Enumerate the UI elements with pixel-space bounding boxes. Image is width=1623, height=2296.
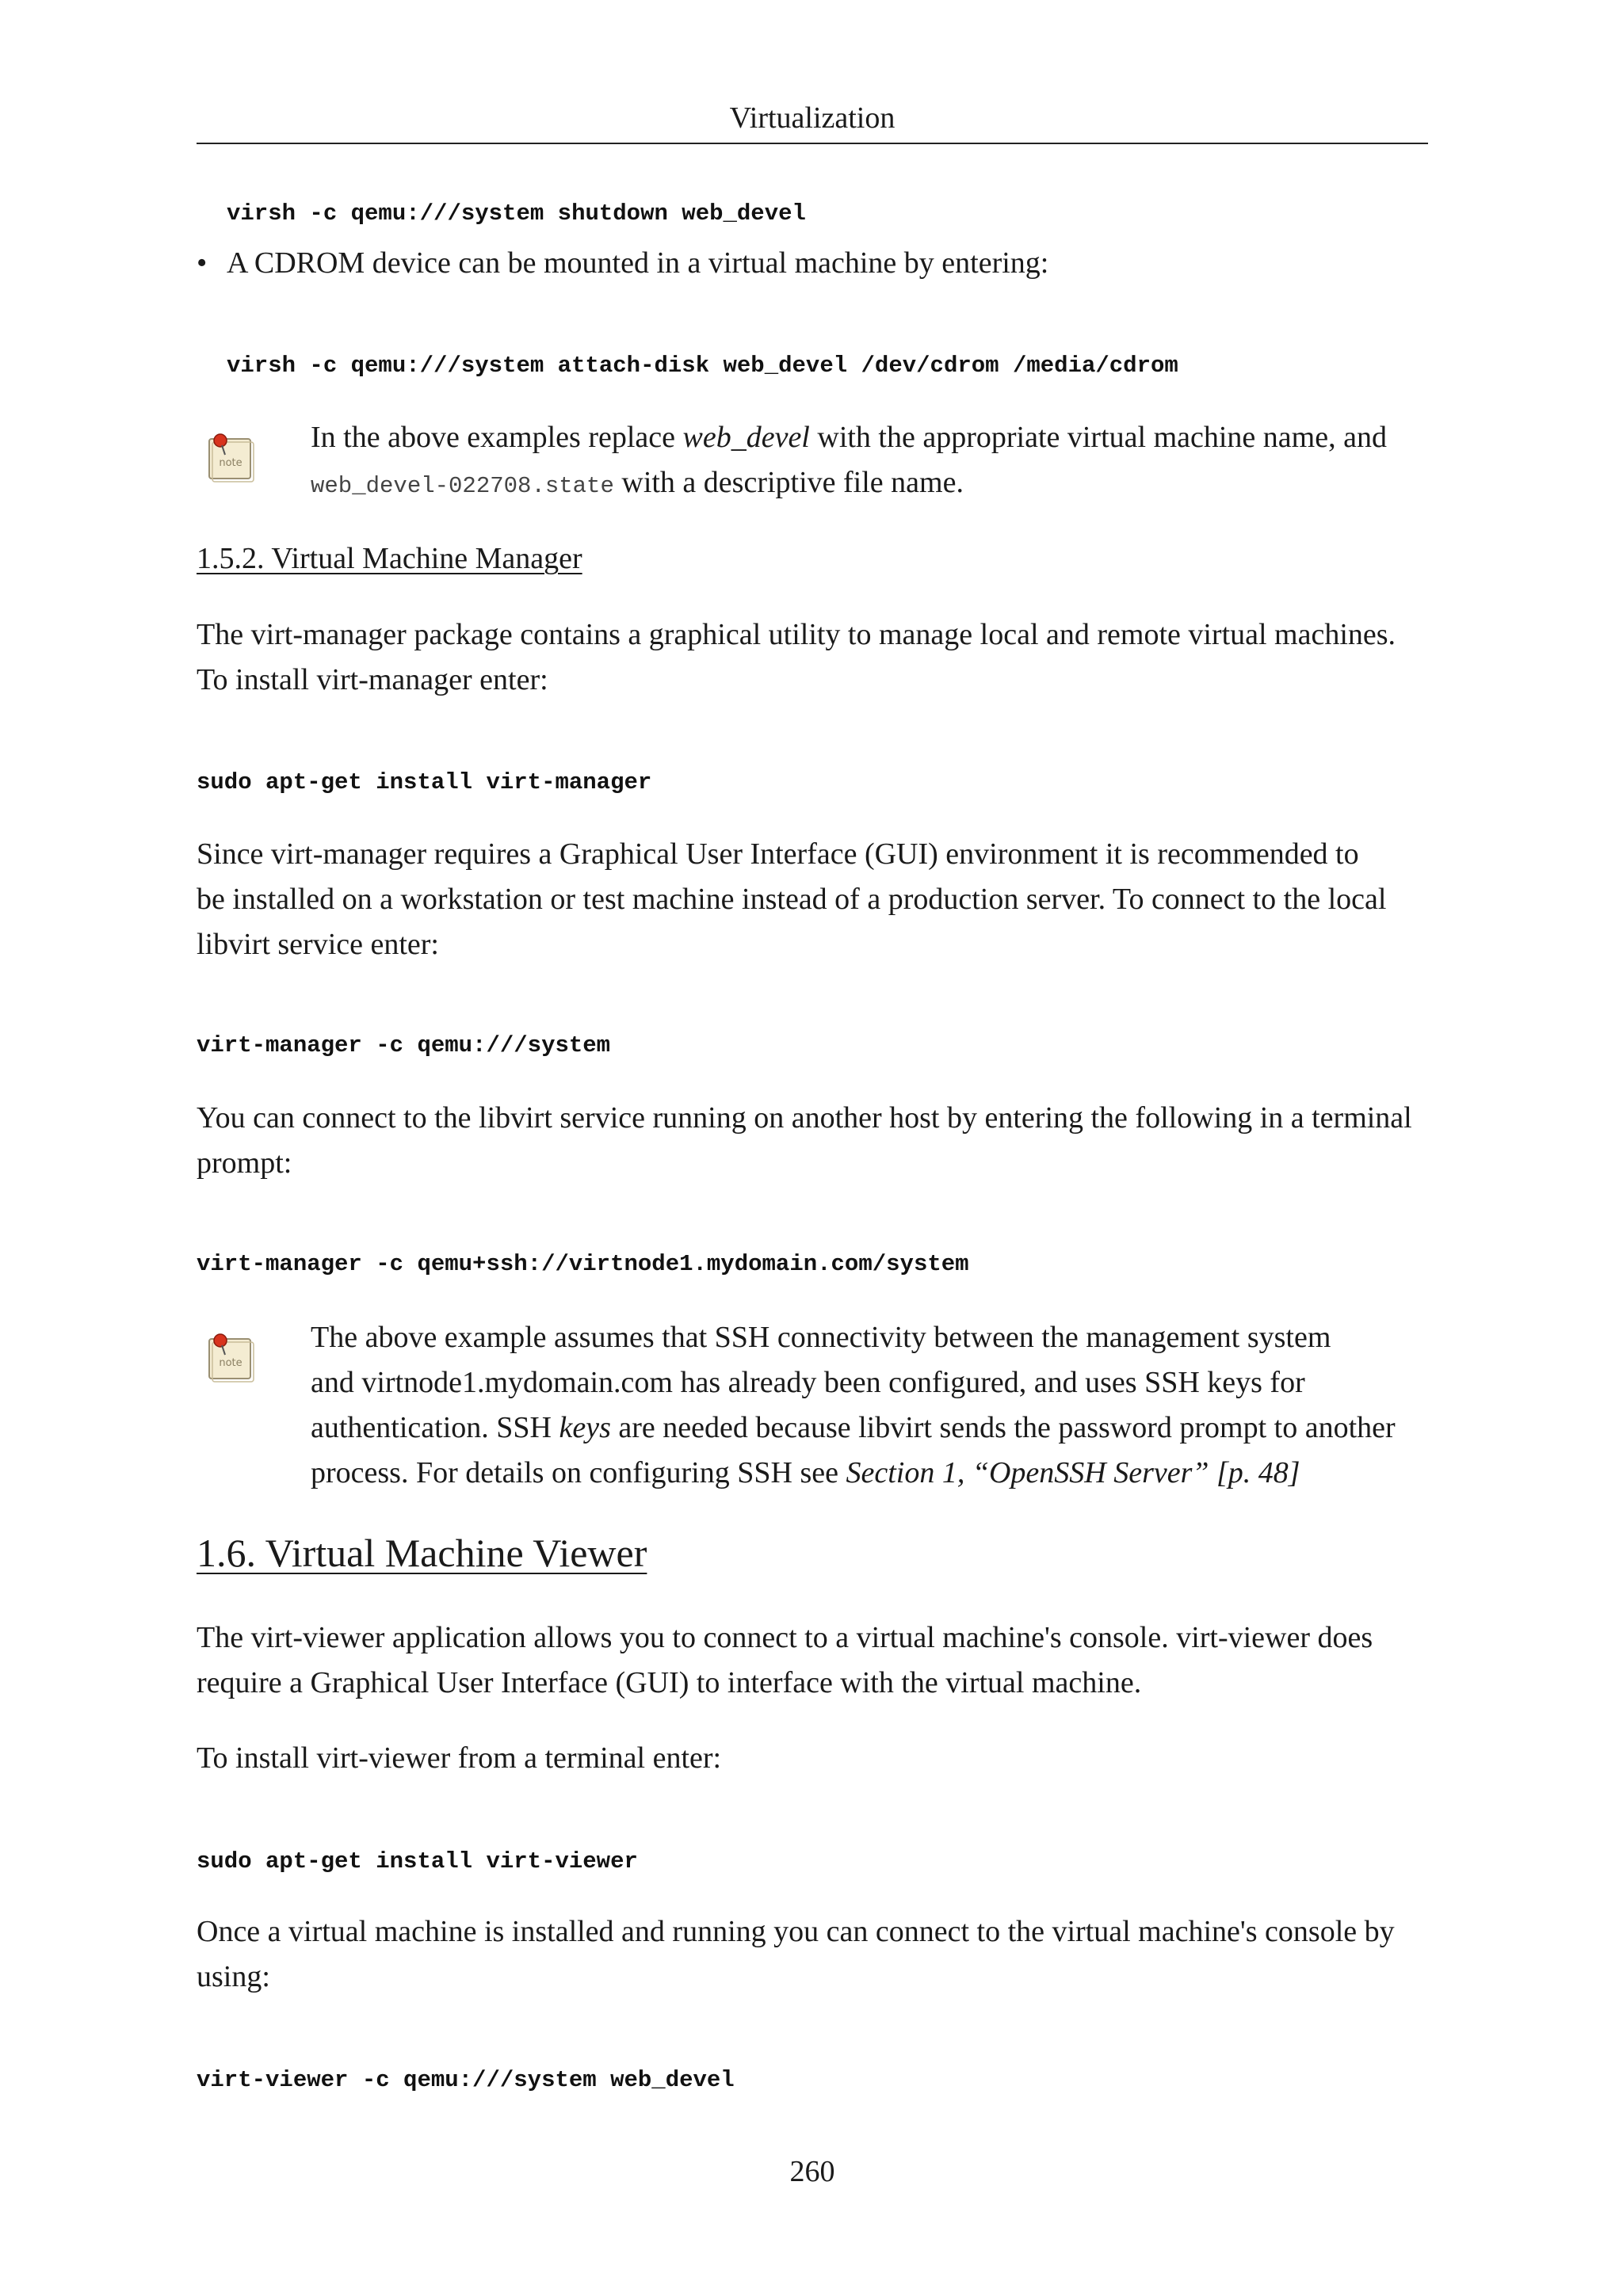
note-replace-names [311, 415, 1436, 509]
note2-line2: and virtnode1.mydomain.com has already been configured, and uses SSH keys for [311, 1366, 1305, 1399]
openssh-section-reference: Section 1, “OpenSSH Server” [p. 48] [846, 1456, 1300, 1489]
note1-emphasis: web_devel [682, 421, 810, 454]
note-icon [204, 431, 257, 483]
running-header: Virtualization [729, 101, 896, 135]
note2-line3a: authentication. SSH [311, 1411, 559, 1444]
para2-line1: Since virt-manager requires a Graphical User Interface (GUI) environment it is recommended to [197, 837, 1359, 871]
para4-line2: require a Graphical User Interface (GUI) to interface with the virtual machine. [197, 1666, 1142, 1699]
note1-text-c: with a descriptive file name. [613, 466, 964, 499]
subsection-heading-virtual-machine-manager: 1.5.2. Virtual Machine Manager [197, 542, 582, 575]
paragraph-virt-viewer-intro [197, 1615, 1433, 1706]
code-virt-manager-local: virt-manager -c qemu:///system [197, 1032, 611, 1058]
para3-line1: You can connect to the libvirt service running on another host by entering the following in a terminal [197, 1101, 1412, 1135]
note1-text-b: with the appropriate virtual machine name, and [809, 421, 1387, 454]
note1-filename: web_devel-022708.state [311, 473, 614, 499]
code-attach-disk: virsh -c qemu:///system attach-disk web_devel /dev/cdrom /media/cdrom [227, 353, 1178, 379]
note-icon-label: note [219, 457, 242, 469]
code-virt-viewer-connect: virt-viewer -c qemu:///system web_devel [197, 2067, 735, 2093]
paragraph-virt-manager-intro [197, 612, 1433, 703]
note2-line3b: are needed because libvirt sends the password prompt to another [610, 1411, 1396, 1444]
paragraph-remote-host [197, 1096, 1433, 1186]
paragraph-gui-requirement [197, 832, 1433, 967]
code-shutdown: virsh -c qemu:///system shutdown web_devel [227, 200, 806, 227]
code-virt-manager-remote: virt-manager -c qemu+ssh://virtnode1.mydomain.com/system [197, 1251, 969, 1277]
note2-line4a: process. For details on configuring SSH see [311, 1456, 846, 1489]
paragraph-connect-console [197, 1909, 1433, 2000]
paragraph-install-virt-viewer: To install virt-viewer from a terminal enter: [197, 1741, 722, 1775]
section-heading-virtual-machine-viewer: 1.6. Virtual Machine Viewer [197, 1531, 647, 1575]
para2-line3: libvirt service enter: [197, 928, 439, 961]
note-ssh-connectivity [311, 1315, 1436, 1496]
para3-line2: prompt: [197, 1146, 292, 1180]
note-icon [204, 1331, 257, 1383]
bullet-marker: • [197, 246, 208, 280]
bullet-cdrom-text: A CDROM device can be mounted in a virtual machine by entering: [227, 246, 1049, 280]
note2-line1: The above example assumes that SSH connectivity between the management system [311, 1321, 1331, 1354]
note1-text-a: In the above examples replace [311, 421, 683, 454]
para1-line2: To install virt-manager enter: [197, 663, 548, 696]
code-install-virt-manager: sudo apt-get install virt-manager [197, 769, 652, 795]
header-rule [197, 143, 1428, 144]
page-number: 260 [789, 2155, 835, 2188]
para6-line1: Once a virtual machine is installed and running you can connect to the virtual machine's console by [197, 1915, 1395, 1948]
para1-line1: The virt-manager package contains a graphical utility to manage local and remote virtual machines. [197, 618, 1396, 651]
para4-line1: The virt-viewer application allows you to connect to a virtual machine's console. virt-viewer does [197, 1621, 1373, 1654]
note-icon-label: note [219, 1357, 242, 1369]
para2-line2: be installed on a workstation or test machine instead of a production server. To connect to the local [197, 883, 1387, 916]
code-install-virt-viewer: sudo apt-get install virt-viewer [197, 1848, 638, 1875]
para6-line2: using: [197, 1960, 270, 1993]
note2-keys-emphasis: keys [559, 1411, 611, 1444]
